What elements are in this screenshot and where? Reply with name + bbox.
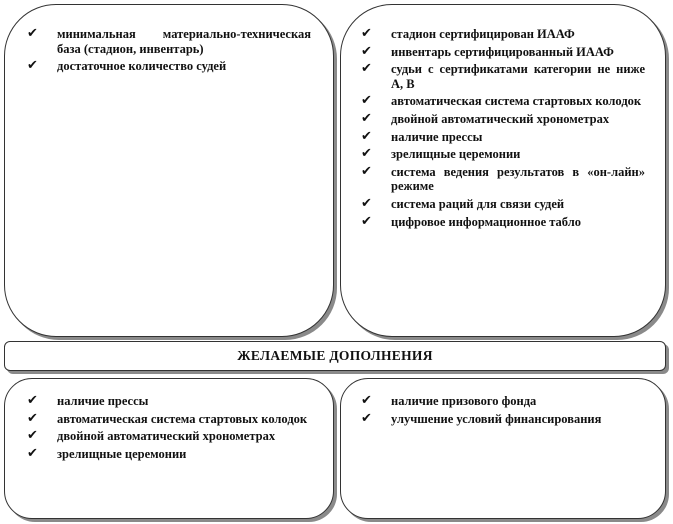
list-item-text: судьи с сертификатами категории не ниже А, В	[391, 62, 645, 91]
list-item	[361, 412, 645, 427]
checkmark-icon: ✔	[27, 58, 38, 74]
desired-additions-left-list	[27, 394, 317, 464]
checkmark-icon: ✔	[361, 410, 372, 426]
list-item-text: улучшение условий финансирования	[391, 411, 602, 426]
list-item-text: наличие призового фонда	[391, 394, 537, 408]
list-item	[361, 62, 645, 91]
list-item-text: инвентарь сертифицированный ИААФ	[391, 44, 614, 59]
checkmark-icon: ✔	[361, 128, 372, 144]
minimum-requirements-box	[4, 4, 334, 337]
checkmark-icon: ✔	[361, 61, 372, 77]
list-item-text: наличие прессы	[391, 129, 483, 144]
list-item	[27, 59, 311, 74]
desired-additions-title: ЖЕЛАЕМЫЕ ДОПОЛНЕНИЯ	[237, 348, 433, 363]
list-item-text: двойной автоматический хронометрах	[57, 429, 276, 444]
list-item-text: достаточное количество судей	[57, 59, 227, 74]
list-item	[361, 165, 645, 194]
list-item	[361, 147, 645, 162]
checkmark-icon: ✔	[361, 26, 372, 41]
checkmark-icon: ✔	[27, 410, 38, 426]
list-item	[361, 45, 645, 60]
list-item-text: система ведения результатов в «он-лайн» режиме	[391, 164, 645, 194]
list-item	[361, 215, 645, 230]
minimum-requirements-list	[27, 27, 311, 77]
list-item-text: двойной автоматический хронометрах	[391, 111, 610, 126]
checkmark-icon: ✔	[361, 146, 372, 162]
desired-additions-banner	[4, 341, 666, 371]
list-item	[361, 130, 645, 145]
list-item-text: цифровое информационное табло	[391, 214, 582, 229]
list-item-text: система раций для связи судей	[391, 196, 565, 211]
desired-additions-right-list	[361, 394, 645, 429]
desired-additions-right-box	[340, 378, 666, 519]
checkmark-icon: ✔	[27, 393, 38, 408]
checkmark-icon: ✔	[27, 26, 38, 41]
list-item	[27, 27, 311, 56]
list-item-text: автоматическая система стартовых колодок	[391, 94, 642, 109]
list-item	[27, 394, 317, 409]
list-item-text: минимальная материально-техническая база (стадион, инвентарь)	[57, 27, 311, 56]
list-item-text: стадион сертифицирован ИААФ	[391, 27, 575, 41]
checkmark-icon: ✔	[361, 213, 372, 229]
list-item-text: автоматическая система стартовых колодок	[57, 411, 308, 426]
checkmark-icon: ✔	[361, 393, 372, 408]
certified-requirements-box	[340, 4, 666, 337]
list-item-text: зрелищные церемонии	[391, 147, 521, 162]
certified-requirements-list	[361, 27, 645, 232]
checkmark-icon: ✔	[361, 110, 372, 126]
checkmark-icon: ✔	[361, 195, 372, 211]
checkmark-icon: ✔	[361, 93, 372, 109]
list-item-text: наличие прессы	[57, 394, 149, 408]
list-item	[361, 94, 645, 109]
list-item	[361, 394, 645, 409]
list-item	[361, 27, 645, 42]
checkmark-icon: ✔	[27, 445, 38, 461]
list-item	[27, 429, 317, 444]
checkmark-icon: ✔	[27, 428, 38, 444]
list-item	[361, 112, 645, 127]
list-item	[27, 412, 317, 427]
checkmark-icon: ✔	[361, 163, 372, 179]
checkmark-icon: ✔	[361, 43, 372, 59]
list-item-text: зрелищные церемонии	[57, 446, 187, 461]
desired-additions-left-box	[4, 378, 334, 519]
list-item	[361, 197, 645, 212]
list-item	[27, 447, 317, 462]
